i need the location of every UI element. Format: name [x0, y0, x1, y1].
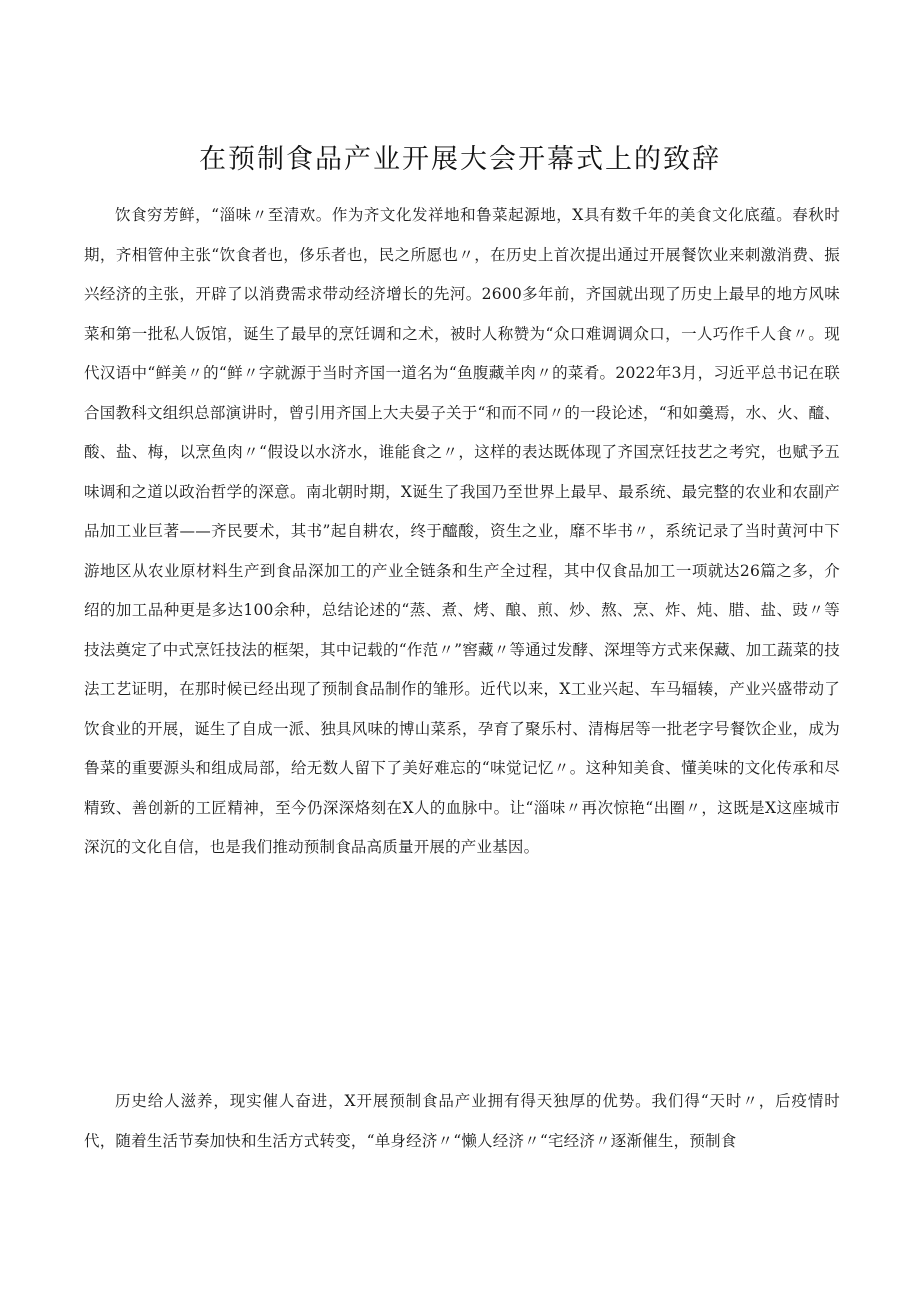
paragraph-2: 历史给人滋养，现实催人奋进，X开展预制食品产业拥有得天独厚的优势。我们得“天时〃，后疫情时代，随着生活节奏加快和生活方式转变，“单身经济〃“懒人经济〃“宅经济〃逐渐催生，预制食 — [84, 1092, 840, 1150]
paragraph-1: 饮食穷芳鲜，“淄味〃至清欢。作为齐文化发祥地和鲁菜起源地，X具有数千年的美食文化底蕴。春秋时期，齐相管仲主张“饮食者也，侈乐者也，民之所愿也〃，在历史上首次提出通过开展餐饮业来刺激消费、振兴经济的主张，开辟了以消费需求带动经济增长的先河。2600多年前，齐国就出现了历史上最早的地方风味菜和第一批私人饭馆，诞生了最早的烹饪调和之术，被时人称赞为“众口难调调众口，一人巧作千人食〃。现代汉语中“鲜美〃的“鲜〃字就源于当时齐国一道名为“鱼腹藏羊肉〃的菜肴。2022年3月，习近平总书记在联合国教科文组织总部演讲时，曾引用齐国上大夫晏子关于“和而不同〃的一段论述，“和如羹焉，水、火、醯、酸、盐、梅，以烹鱼肉〃“假设以水济水，谁能食之〃，这样的表达既体现了齐国烹饪技艺之考究，也赋予五味调和之道以政治哲学的深意。南北朝时期，X诞生了我国乃至世界上最早、最系统、最完整的农业和农副产品加工业巨著——齐民要术，其书”起自耕农，终于醯酸，资生之业，靡不毕书〃，系统记录了当时黄河中下游地区从农业原材料生产到食品深加工的产业全链条和生产全过程，其中仅食品加工一项就达26篇之多，介绍的加工品种更是多达100余种，总结论述的“蒸、煮、烤、酿、煎、炒、熬、烹、炸、炖、腊、盐、豉〃等技法奠定了中式烹饪技法的框架，其中记载的“作范〃”窖藏〃等通过发酵、深埋等方式来保藏、加工蔬菜的技法工艺证明，在那时候已经出现了预制食品制作的雏形。近代以来，X工业兴起、车马辐辏，产业兴盛带动了饮食业的开展，诞生了自成一派、独具风味的博山菜系，孕育了聚乐村、清梅居等一批老字号餐饮企业，成为鲁菜的重要源头和组成局部，给无数人留下了美好难忘的“味觉记忆〃。这种知美食、懂美味的文化传承和尽精致、善创新的工匠精神，至今仍深深烙刻在X人的血脉中。让“淄味〃再次惊艳“出圈〃，这既是X这座城市深沉的文化自信，也是我们推动预制食品高质量开展的产业基因。 — [84, 206, 840, 856]
document-title: 在预制食品产业开展大会开幕式上的致辞 — [199, 144, 721, 175]
